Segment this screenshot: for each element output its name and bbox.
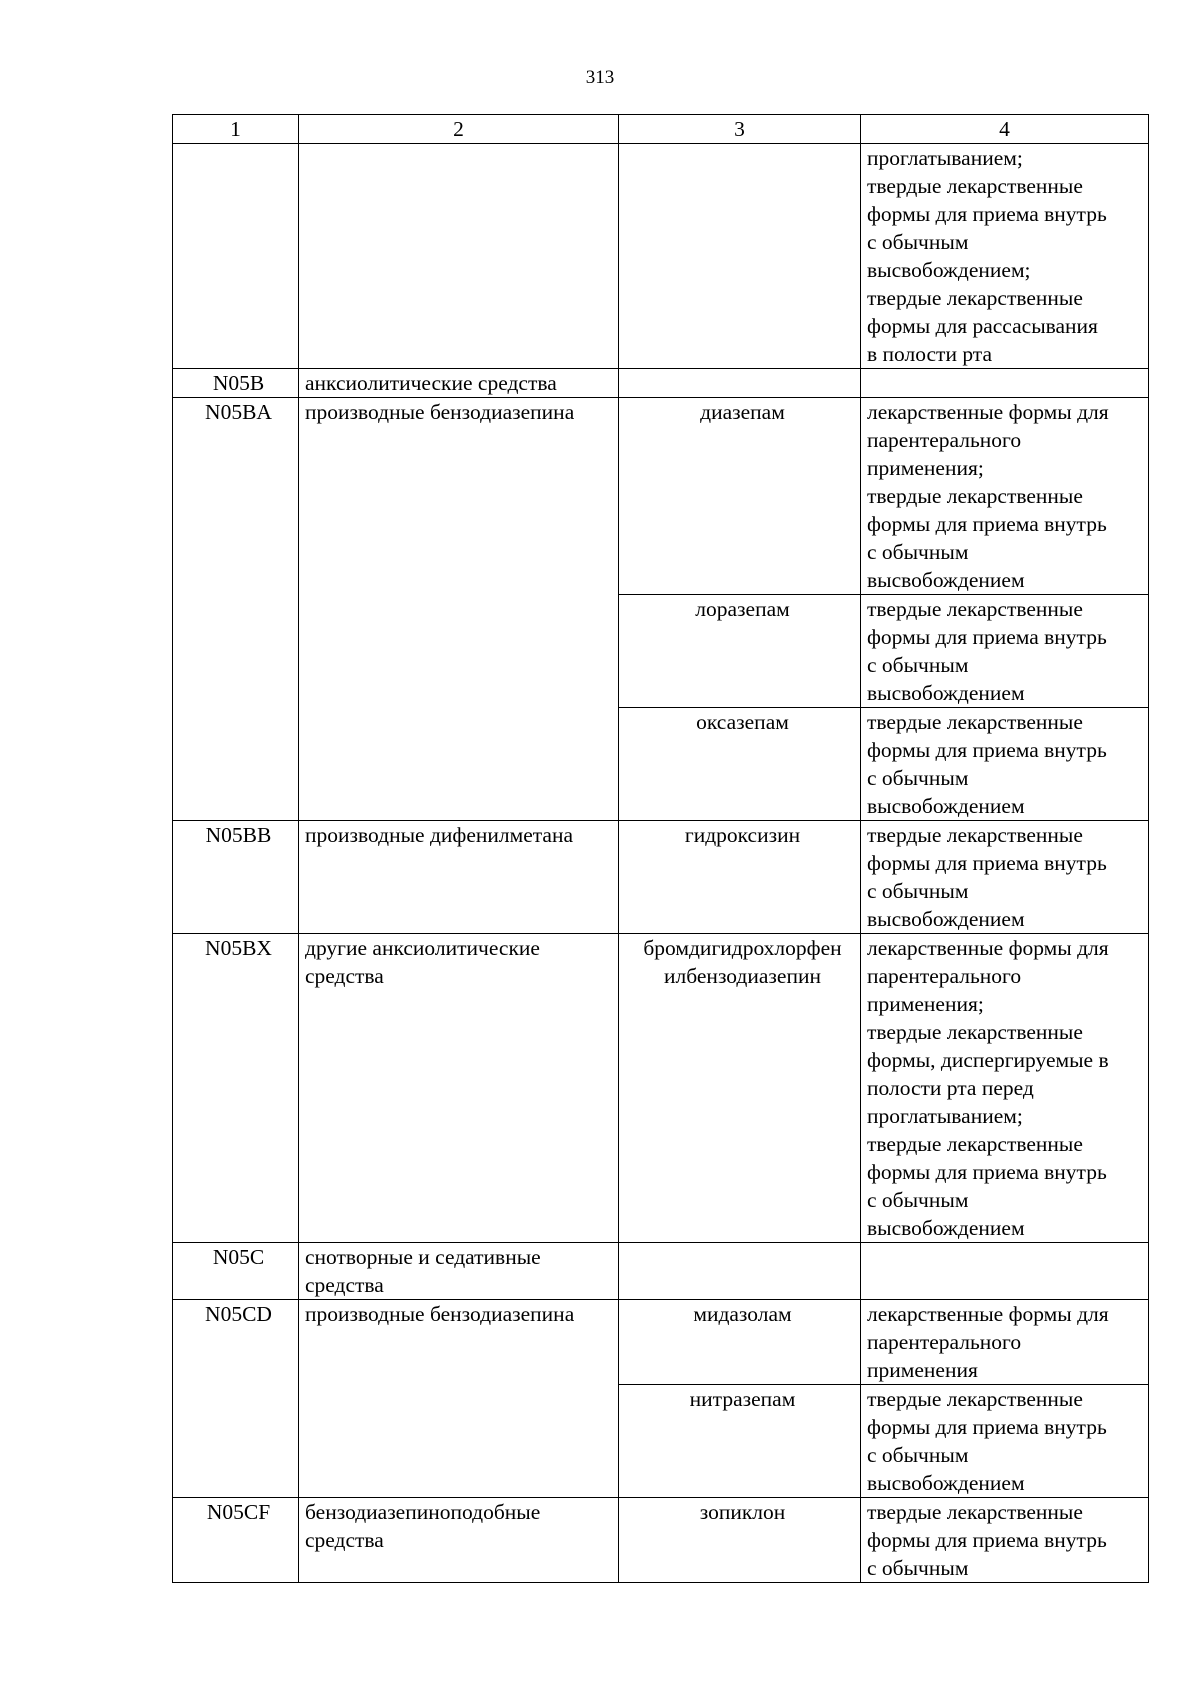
substance-cell [619,1385,861,1498]
atc-group-cell-line: снотворные и седативные [305,1245,541,1269]
dosage-forms-cell-line: применения; [867,456,984,480]
dosage-forms-cell-line: твердые лекарственные [867,710,1083,734]
substance-cell [619,144,861,369]
atc-group-cell-line: бензодиазепиноподобные [305,1500,541,1524]
atc-group-cell [299,369,619,398]
atc-group-cell [299,1300,619,1498]
dosage-forms-cell-line: с обычным [867,1556,969,1580]
dosage-forms-cell-line: твердые лекарственные [867,1500,1083,1524]
atc-group-cell [299,1243,619,1300]
dosage-forms-cell-line: с обычным [867,766,969,790]
atc-group-cell-line: средства [305,964,384,988]
dosage-forms-cell-line: твердые лекарственные [867,823,1083,847]
substance-cell-line: нитразепам [689,1387,796,1411]
dosage-forms-cell-line: формы для приема внутрь [867,851,1107,875]
substance-cell [619,708,861,821]
atc-group-cell-line: производные дифенилметана [305,823,574,847]
substance-cell [619,1498,861,1583]
substance-cell-line: оксазепам [696,710,789,734]
dosage-forms-cell-line: применения [867,1358,978,1382]
column-header-4: 4 [861,115,1149,144]
dosage-forms-cell-line: твердые лекарственные [867,174,1083,198]
table-row [173,398,1149,595]
dosage-forms-cell-line: лекарственные формы для [867,1302,1109,1326]
dosage-forms-cell-line: формы для приема внутрь [867,625,1107,649]
drug-list-table [172,114,1149,1583]
dosage-forms-cell [861,821,1149,934]
table-row [173,369,1149,398]
substance-cell [619,369,861,398]
column-header-3: 3 [619,115,861,144]
dosage-forms-cell [861,1243,1149,1300]
dosage-forms-cell-line: с обычным [867,1443,969,1467]
atc-group-cell-line: средства [305,1528,384,1552]
substance-cell [619,1300,861,1385]
substance-cell-line: бромдигидрохлорфен [643,936,842,960]
atc-group-cell-line: средства [305,1273,384,1297]
dosage-forms-cell-line: парентерального [867,964,1022,988]
dosage-forms-cell-line: проглатыванием; [867,1104,1023,1128]
dosage-forms-cell-line: твердые лекарственные [867,1132,1083,1156]
dosage-forms-cell-line: высвобождением [867,1216,1025,1240]
atc-group-cell-line: производные бензодиазепина [305,1302,575,1326]
atc-code-cell: N05BA [173,398,299,821]
atc-group-cell [299,1498,619,1583]
table-body [173,144,1149,1583]
dosage-forms-cell-line: твердые лекарственные [867,1387,1083,1411]
dosage-forms-cell-line: полости рта перед [867,1076,1034,1100]
dosage-forms-cell-line: с обычным [867,230,969,254]
atc-group-cell [299,821,619,934]
dosage-forms-cell [861,369,1149,398]
dosage-forms-cell-line: проглатыванием; [867,146,1023,170]
substance-cell [619,398,861,595]
atc-group-cell [299,398,619,821]
substance-cell-line: илбензодиазепин [664,964,821,988]
substance-cell [619,821,861,934]
atc-code-cell: N05CD [173,1300,299,1498]
atc-group-cell-line: анксиолитические средства [305,371,557,395]
dosage-forms-cell-line: в полости рта [867,342,993,366]
atc-group-cell-line: другие анксиолитические [305,936,540,960]
atc-code-cell: N05C [173,1243,299,1300]
dosage-forms-cell-line: с обычным [867,1188,969,1212]
substance-cell-line: диазепам [700,400,785,424]
dosage-forms-cell-line: лекарственные формы для [867,936,1109,960]
dosage-forms-cell-line: высвобождением [867,1471,1025,1495]
atc-code-cell: N05BB [173,821,299,934]
table-row [173,934,1149,1243]
dosage-forms-cell-line: высвобождением [867,681,1025,705]
dosage-forms-cell-line: твердые лекарственные [867,597,1083,621]
dosage-forms-cell [861,144,1149,369]
dosage-forms-cell-line: твердые лекарственные [867,1020,1083,1044]
dosage-forms-cell-line: с обычным [867,653,969,677]
dosage-forms-cell [861,398,1149,595]
dosage-forms-cell [861,1385,1149,1498]
dosage-forms-cell-line: высвобождением [867,794,1025,818]
dosage-forms-cell-line: формы для приема внутрь [867,1415,1107,1439]
dosage-forms-cell-line: формы для рассасывания [867,314,1098,338]
table-row [173,1243,1149,1300]
column-header-1: 1 [173,115,299,144]
atc-code-cell: N05CF [173,1498,299,1583]
dosage-forms-cell-line: высвобождением; [867,258,1031,282]
atc-group-cell [299,144,619,369]
page-number: 313 [585,67,615,88]
atc-code-cell: N05B [173,369,299,398]
dosage-forms-cell-line: применения; [867,992,984,1016]
dosage-forms-cell [861,1498,1149,1583]
dosage-forms-cell-line: высвобождением [867,568,1025,592]
table-row [173,821,1149,934]
dosage-forms-cell [861,1300,1149,1385]
substance-cell-line: мидазолам [693,1302,792,1326]
dosage-forms-cell [861,934,1149,1243]
dosage-forms-cell [861,595,1149,708]
dosage-forms-cell-line: формы для приема внутрь [867,1160,1107,1184]
column-header-2: 2 [299,115,619,144]
header-row [173,115,1149,144]
dosage-forms-cell-line: твердые лекарственные [867,484,1083,508]
substance-cell [619,1243,861,1300]
atc-code-cell [173,144,299,369]
atc-group-cell-line: производные бензодиазепина [305,400,575,424]
dosage-forms-cell-line: формы, диспергируемые в [867,1048,1109,1072]
table-row [173,144,1149,369]
dosage-forms-cell-line: парентерального [867,1330,1022,1354]
dosage-forms-cell-line: с обычным [867,879,969,903]
substance-cell-line: гидроксизин [684,823,801,847]
table-row [173,1300,1149,1385]
substance-cell-line: зопиклон [699,1500,786,1524]
dosage-forms-cell [861,708,1149,821]
dosage-forms-cell-line: высвобождением [867,907,1025,931]
substance-cell-line: лоразепам [695,597,790,621]
atc-code-cell: N05BX [173,934,299,1243]
dosage-forms-cell-line: формы для приема внутрь [867,1528,1107,1552]
dosage-forms-cell-line: формы для приема внутрь [867,738,1107,762]
dosage-forms-cell-line: лекарственные формы для [867,400,1109,424]
dosage-forms-cell-line: формы для приема внутрь [867,512,1107,536]
dosage-forms-cell-line: твердые лекарственные [867,286,1083,310]
dosage-forms-cell-line: с обычным [867,540,969,564]
substance-cell [619,934,861,1243]
substance-cell [619,595,861,708]
dosage-forms-cell-line: формы для приема внутрь [867,202,1107,226]
table-row [173,1498,1149,1583]
atc-group-cell [299,934,619,1243]
dosage-forms-cell-line: парентерального [867,428,1022,452]
